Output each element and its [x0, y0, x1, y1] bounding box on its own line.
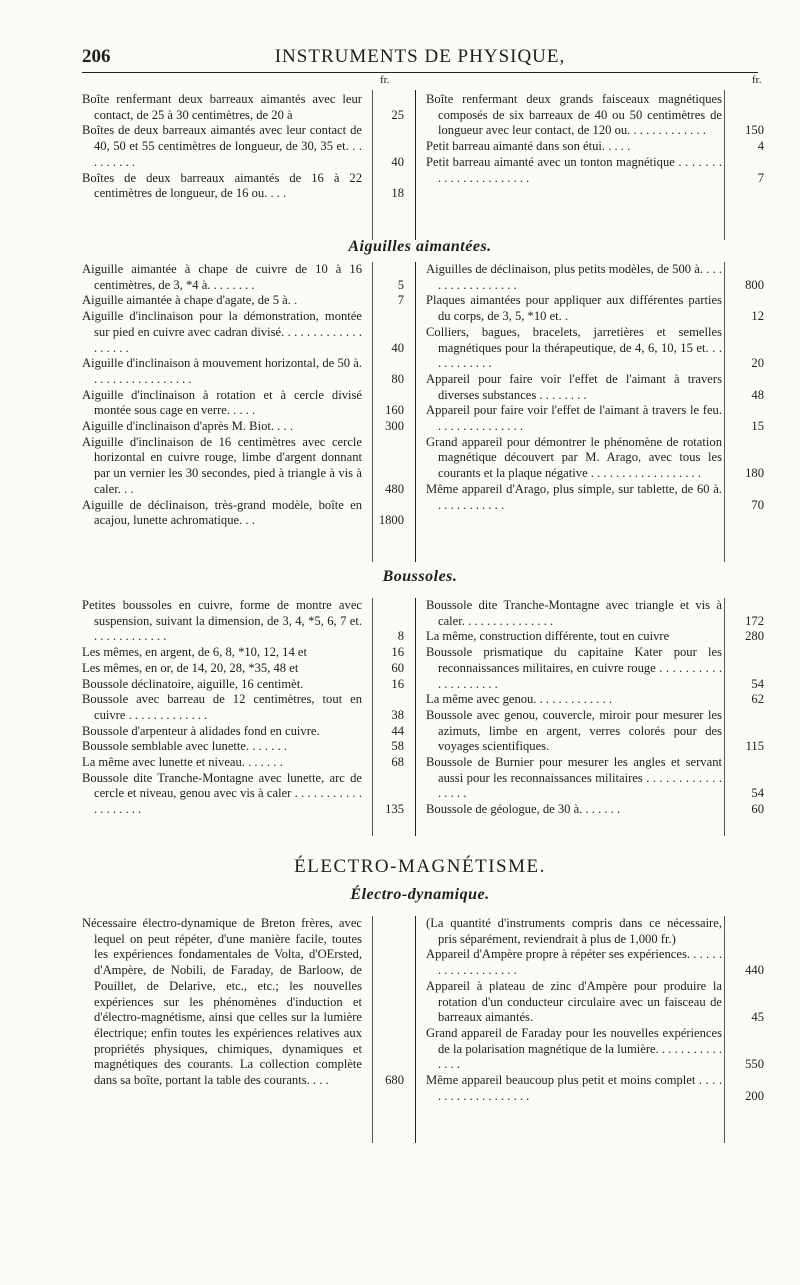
entry-description: Petites boussoles en cuivre, forme de montre avec suspension, suivant la dimension, de 3, 4, *5, 6, 7 et. . . . . . . . . . . . .: [82, 598, 362, 644]
catalog-entry: [426, 598, 764, 629]
catalog-entry: [426, 1026, 764, 1073]
entry-description: Aiguille d'inclinaison d'après M. Biot. . . .: [82, 419, 293, 434]
entry-price: 680: [385, 1073, 404, 1088]
column-divider: [415, 262, 416, 562]
electro-left-column: [82, 916, 404, 1089]
entry-description: Grand appareil pour démontrer le phénomène de rotation magnétique découvert par M. Arago, avec tous les courants et la plaque négative . . . . . . . . . . . . . . . . . .: [426, 434, 722, 481]
entry-description: Même appareil d'Arago, plus simple, sur tablette, de 60 à. . . . . . . . . . . .: [426, 481, 722, 512]
entry-description: Aiguille d'inclinaison pour la démonstration, montée sur pied en cuivre avec cadran divisé. . . . . . . . . . . . . . . . . . .: [82, 309, 362, 355]
catalog-entry: [426, 293, 764, 324]
catalog-entry: [82, 123, 404, 170]
entry-description: Boussole semblable avec lunette. . . . . . .: [82, 739, 287, 754]
entry-description: Aiguille de déclinaison, très-grand modèle, boîte en acajou, lunette achromatique. . .: [82, 497, 362, 528]
entry-price: 800: [745, 277, 764, 292]
entry-description: Les mêmes, en or, de 14, 20, 28, *35, 48 et: [82, 660, 299, 675]
entry-price: 70: [751, 497, 764, 512]
catalog-entry: [82, 356, 404, 387]
price-column-divider: [372, 598, 373, 836]
electro-right-column: [426, 916, 764, 1104]
entry-description: Petit barreau aimanté avec un tonton magnétique . . . . . . . . . . . . . . . . . . . . . .: [426, 154, 722, 185]
entry-description: Boîte renfermant deux grands faisceaux magnétiques composés de six barreaux de 40 ou 50 centimètres de longueur avec leur contact, de 120 ou. . . . . . . . . . . . .: [426, 92, 722, 138]
section-title-electro-dynamique: Électro-dynamique.: [350, 886, 490, 903]
catalog-entry: [82, 262, 404, 293]
entry-price: 115: [745, 739, 764, 754]
entry-description: Aiguille aimantée à chape d'agate, de 5 à. .: [82, 293, 298, 308]
entry-price: 12: [751, 309, 764, 324]
catalog-entry: [82, 598, 404, 645]
currency-label-left: fr.: [380, 74, 390, 86]
entry-description: Boussole de géologue, de 30 à. . . . . . .: [426, 802, 621, 817]
boussoles-left-column: [82, 598, 404, 818]
catalog-entry: [426, 139, 764, 155]
entry-price: 300: [385, 419, 404, 434]
entry-description: La même avec genou. . . . . . . . . . . . .: [426, 692, 613, 707]
entry-price: 20: [751, 356, 764, 371]
entry-description: Petit barreau aimanté dans son étui. . . . .: [426, 139, 631, 154]
entry-price: 45: [751, 1010, 764, 1025]
catalog-entry: [426, 692, 764, 708]
entry-description: Appareil à plateau de zinc d'Ampère pour produire la rotation d'un conducteur circulaire avec un faisceau de barreaux aimantés.: [426, 978, 722, 1025]
entry-price: 4: [757, 139, 764, 154]
catalog-entry: [82, 171, 404, 202]
entry-description: Appareil d'Ampère propre à répéter ses expériences. . . . . . . . . . . . . . . . . . .: [426, 947, 722, 978]
catalog-entry: [426, 92, 764, 139]
catalog-entry: [426, 802, 764, 818]
catalog-entry: [426, 435, 764, 482]
entry-price: 80: [391, 371, 404, 386]
page-header: [82, 46, 758, 74]
entry-price: 44: [391, 723, 404, 738]
catalog-entry: [82, 498, 404, 529]
entry-price: 200: [745, 1088, 764, 1103]
catalog-entry: [426, 916, 764, 947]
entry-price: 16: [391, 645, 404, 660]
column-divider: [415, 90, 416, 240]
entry-description: Aiguille d'inclinaison à rotation et à cercle divisé montée sous cage en verre. . . . .: [82, 387, 362, 418]
entry-description: La même, construction différente, tout en cuivre: [426, 629, 670, 644]
entry-price: 280: [745, 629, 764, 644]
entry-price: 150: [745, 123, 764, 138]
catalog-entry: [82, 677, 404, 693]
price-column-divider: [724, 262, 725, 562]
entry-price: 7: [397, 293, 404, 308]
catalog-entry: [82, 755, 404, 771]
entry-price: 25: [391, 107, 404, 122]
header-rule: [82, 72, 758, 73]
section-title-aiguilles: Aiguilles aimantées.: [348, 238, 492, 255]
entry-description: Boussole de Burnier pour mesurer les angles et servant aussi pour les reconnaissances militaires . . . . . . . . . . . . . . . . .: [426, 755, 722, 801]
entry-description: Grand appareil de Faraday pour les nouvelles expériences de la polarisation magnétique de la lumière. . . . . . . . . . . . . . .: [426, 1025, 722, 1072]
entry-price: 15: [751, 419, 764, 434]
entry-price: 48: [751, 387, 764, 402]
entry-price: 160: [385, 403, 404, 418]
entry-price: 54: [751, 676, 764, 691]
entry-description: (La quantité d'instruments compris dans ce nécessaire, pris séparément, reviendrait à plus de 1,000 fr.): [426, 916, 722, 946]
entry-price: 180: [745, 466, 764, 481]
catalog-entry: [82, 916, 404, 1089]
aiguilles-left-column: [82, 262, 404, 529]
price-column-divider: [372, 916, 373, 1143]
catalog-entry: [426, 947, 764, 978]
aiguilles-right-column: [426, 262, 764, 513]
catalog-entry: [426, 325, 764, 372]
entry-description: La même avec lunette et niveau. . . . . . .: [82, 755, 283, 770]
entry-description: Boîte renfermant deux barreaux aimantés avec leur contact, de 25 à 30 centimètres, de 20 à: [82, 92, 362, 122]
catalog-entry: [426, 155, 764, 186]
page-number: 206: [82, 46, 111, 67]
entry-price: 54: [751, 786, 764, 801]
entry-description: Boîtes de deux barreaux aimantés de 16 à 22 centimètres de longueur, de 16 ou. . . .: [82, 170, 362, 201]
catalog-entry: [426, 1073, 764, 1104]
currency-label-right: fr.: [752, 74, 762, 86]
entry-price: 68: [391, 755, 404, 770]
price-column-divider: [372, 262, 373, 562]
entry-price: 16: [391, 676, 404, 691]
catalog-entry: [82, 293, 404, 309]
entry-description: Appareil pour faire voir l'effet de l'aimant à travers le feu. . . . . . . . . . . . . . .: [426, 403, 722, 434]
chapter-title: ÉLECTRO-MAGNÉTISME.: [294, 856, 546, 877]
entry-description: Appareil pour faire voir l'effet de l'aimant à travers diverses substances . . . . . . . .: [426, 371, 722, 402]
catalog-entry: [82, 645, 404, 661]
entry-price: 62: [751, 692, 764, 707]
catalog-entry: [426, 262, 764, 293]
entry-description: Boussole dite Tranche-Montagne avec triangle et vis à caler. . . . . . . . . . . . . . .: [426, 598, 722, 628]
entry-price: 40: [391, 154, 404, 169]
catalog-entry: [82, 692, 404, 723]
entry-description: Aiguille d'inclinaison de 16 centimètres avec cercle horizontal en cuivre rouge, limbe d'argent donnant par un vernier les 30 secondes, pied à triangle à vis à caler. . .: [82, 434, 362, 496]
entry-description: Les mêmes, en argent, de 6, 8, *10, 12, 14 et: [82, 645, 308, 660]
section-title-boussoles: Boussoles.: [382, 568, 458, 585]
entry-description: Boîtes de deux barreaux aimantés avec leur contact de 40, 50 et 55 centimètres de longueur, de 30, 35 et. . . . . . . . . .: [82, 123, 362, 169]
price-column-divider: [372, 90, 373, 240]
entry-price: 550: [745, 1057, 764, 1072]
price-column-divider: [724, 90, 725, 240]
catalog-entry: [82, 724, 404, 740]
catalog-entry: [426, 629, 764, 645]
entry-price: 60: [751, 802, 764, 817]
entry-price: 1800: [378, 513, 404, 528]
entry-description: Aiguille aimantée à chape de cuivre de 10 à 16 centimètres, de 3, *4 à. . . . . . . .: [82, 262, 362, 292]
catalog-entry: [426, 372, 764, 403]
catalog-entry: [82, 739, 404, 755]
catalog-entry: [82, 309, 404, 356]
catalog-entry: [82, 92, 404, 123]
entry-description: Aiguilles de déclinaison, plus petits modèles, de 500 à. . . . . . . . . . . . . . . . .: [426, 262, 722, 292]
column-divider: [415, 598, 416, 836]
entry-price: 7: [757, 170, 764, 185]
catalog-entry: [426, 403, 764, 434]
entry-price: 5: [397, 277, 404, 292]
catalog-entry: [82, 419, 404, 435]
catalog-entry: [82, 388, 404, 419]
column-divider: [415, 916, 416, 1143]
entry-price: 480: [385, 481, 404, 496]
entry-description: Colliers, bagues, bracelets, jarretières et semelles magnétiques pour la thérapeutique, de 4, 6, 10, 15 et. . . . . . . . . . . .: [426, 324, 722, 371]
boussoles-right-column: [426, 598, 764, 818]
catalog-entry: [82, 771, 404, 818]
catalog-entry: [426, 755, 764, 802]
top-right-column: [426, 92, 764, 186]
entry-description: Boussole avec genou, couvercle, miroir pour mesurer les azimuts, limbe en argent, verres colorés pour des voyages scientifiques.: [426, 707, 722, 754]
top-left-column: [82, 92, 404, 202]
entry-price: 172: [745, 613, 764, 628]
entry-price: 40: [391, 340, 404, 355]
entry-description: Boussole prismatique du capitaine Kater pour les reconnaissances militaires, en cuivre rouge . . . . . . . . . . . . . . . . . . . .: [426, 645, 722, 691]
entry-description: Boussole avec barreau de 12 centimètres, tout en cuivre . . . . . . . . . . . . .: [82, 692, 362, 722]
catalog-entry: [426, 979, 764, 1026]
entry-price: 58: [391, 739, 404, 754]
price-column-divider: [724, 916, 725, 1143]
entry-price: 38: [391, 707, 404, 722]
entry-description: Aiguille d'inclinaison à mouvement horizontal, de 50 à. . . . . . . . . . . . . . . . .: [82, 356, 362, 386]
entry-description: Boussole déclinatoire, aiguille, 16 centimèt.: [82, 676, 304, 691]
entry-description: Plaques aimantées pour appliquer aux différentes parties du corps, de 3, 5, *10 et. .: [426, 293, 722, 324]
entry-price: 60: [391, 660, 404, 675]
catalog-entry: [82, 661, 404, 677]
entry-description: Boussole d'arpenteur à alidades fond en cuivre.: [82, 723, 320, 738]
entry-price: 440: [745, 963, 764, 978]
entry-description: Même appareil beaucoup plus petit et moins complet . . . . . . . . . . . . . . . . . . .: [426, 1073, 722, 1103]
catalog-entry: [426, 708, 764, 755]
entry-description: Boussole dite Tranche-Montagne avec lunette, arc de cercle et niveau, genou avec vis à caler . . . . . . . . . . . . . . . . . . .: [82, 770, 362, 817]
entry-description: Nécessaire électro-dynamique de Breton frères, avec lequel on peut répéter, d'une manière facile, toutes les expériences fondamentales de Volta, d'OErsted, d'Ampère, de Nobili, de Faraday, de Barloow, de Pouillet, de Delarive, etc., etc.; les nouvelles expériences sur les phénomènes d'induction et d'électro-magnétisme, ainsi que celles sur la lumière électrique; enfin toutes les expériences relatives aux propriétés physiques, chimiques, dynamiques et magnétiques des courants. La collection complète dans sa boîte, portant la table des courants. . . .: [82, 916, 362, 1088]
entry-price: 135: [385, 802, 404, 817]
entry-price: 18: [391, 186, 404, 201]
catalog-entry: [82, 435, 404, 498]
entry-price: 8: [397, 629, 404, 644]
running-title: INSTRUMENTS DE PHYSIQUE,: [274, 46, 566, 67]
price-column-divider: [724, 598, 725, 836]
catalog-entry: [426, 482, 764, 513]
catalog-entry: [426, 645, 764, 692]
